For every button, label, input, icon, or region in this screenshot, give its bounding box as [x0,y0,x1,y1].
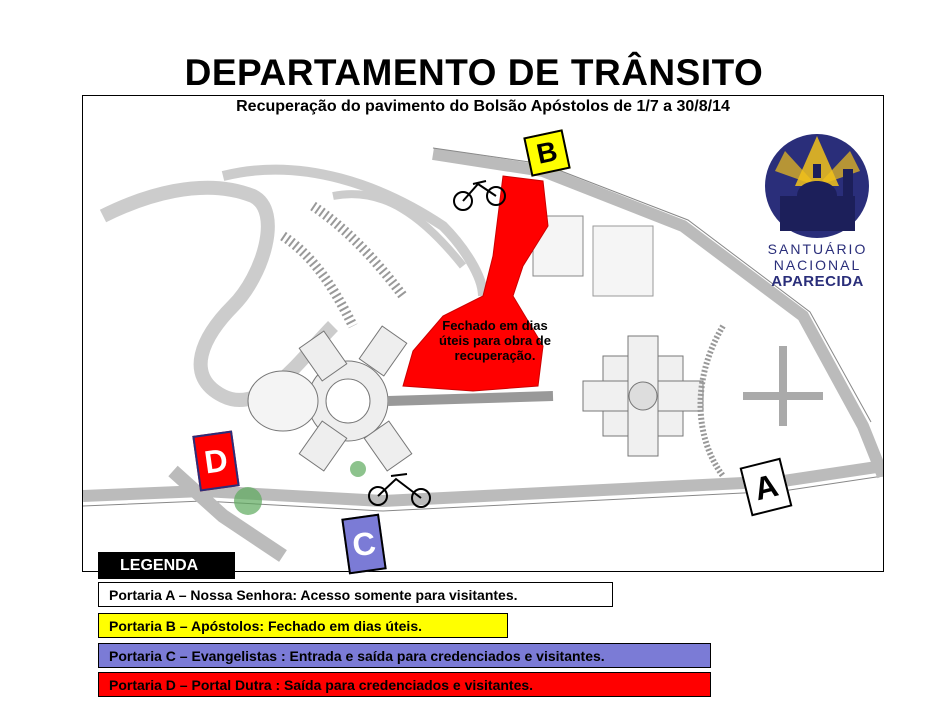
gate-b-marker: B [523,129,570,176]
map-subtitle: Recuperação do pavimento do Bolsão Apóstolos de 1/7 a 30/8/14 [236,98,730,115]
basilica-logo-icon [755,131,880,241]
motorcycle-icon [454,181,505,210]
legend-heading: LEGENDA [98,552,235,579]
page-title: DEPARTAMENTO DE TRÂNSITO [184,52,764,93]
legend-item-b: Portaria B – Apóstolos: Fechado em dias úteis. [98,613,508,638]
santuario-logo [755,131,880,296]
closed-area-label: Fechado em dias úteis para obra de recuperação. [439,318,551,363]
logo-text-top: SANTUÁRIO NACIONAL [767,241,868,273]
gate-a-marker: A [740,458,793,517]
legend-item-d: Portaria D – Portal Dutra : Saída para credenciados e visitantes. [98,672,711,697]
legend-item-c: Portaria C – Evangelistas : Entrada e saída para credenciados e visitantes. [98,643,711,668]
gate-c-marker: C [341,514,386,575]
legend-item-a: Portaria A – Nossa Senhora: Acesso somente para visitantes. [98,582,613,607]
logo-text-aparecida: APARECIDA [771,273,864,290]
gate-d-marker: D [192,430,239,491]
apoio-building [248,326,412,471]
winding-road [103,188,333,400]
basilica [583,336,703,456]
